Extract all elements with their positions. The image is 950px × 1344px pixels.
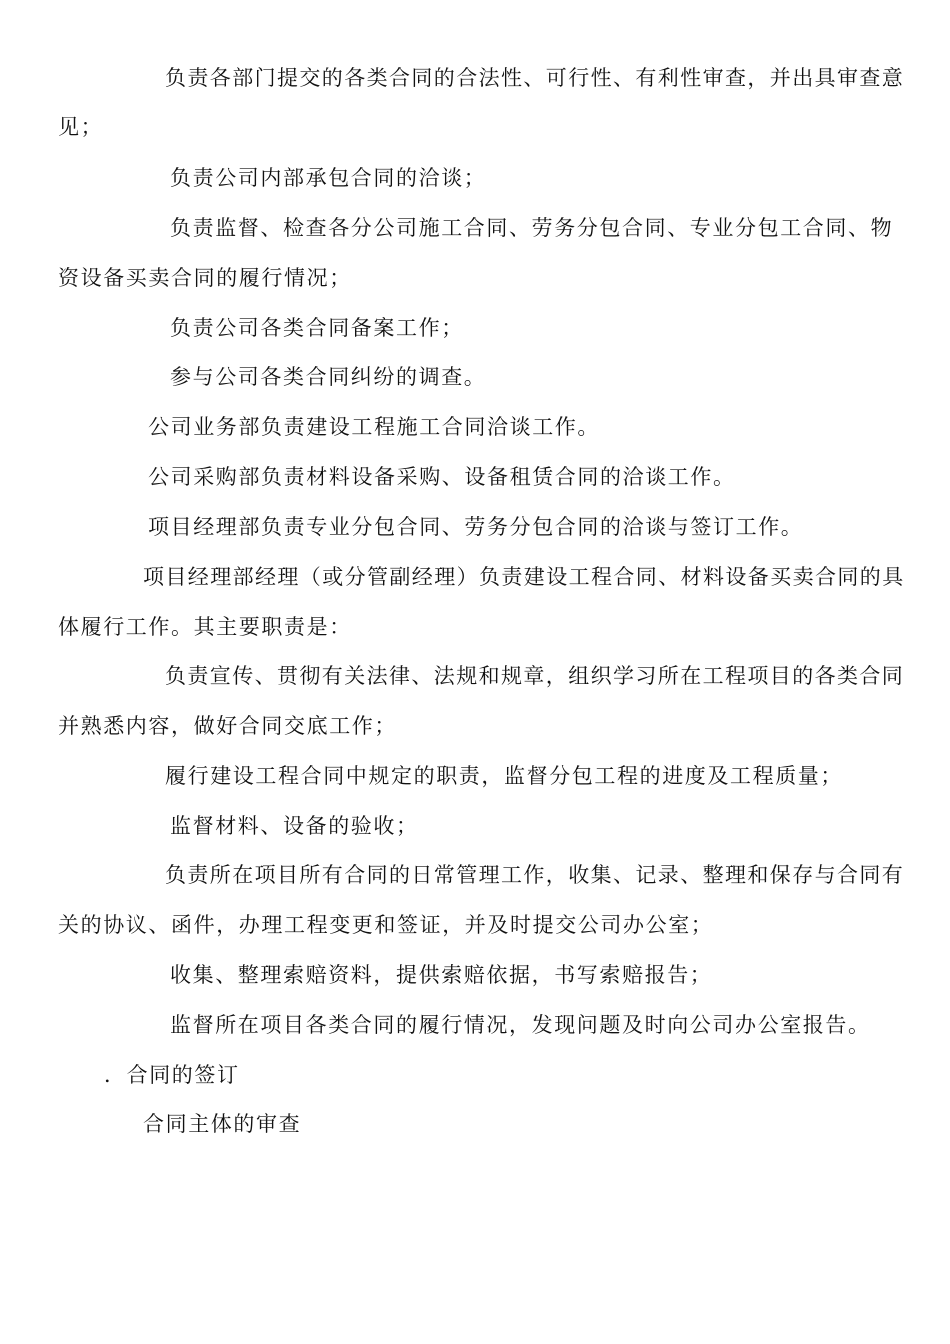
- paragraph-2: 负责公司内部承包合同的洽谈；: [170, 166, 487, 190]
- paragraph-9-line-2: 体履行工作。其主要职责是：: [58, 615, 352, 639]
- paragraph-13-line-1: 负责所在项目所有合同的日常管理工作，收集、记录、整理和保存与合同有: [165, 863, 905, 887]
- paragraph-12: 监督材料、设备的验收；: [170, 814, 419, 838]
- paragraph-11: 履行建设工程合同中规定的职责，监督分包工程的进度及工程质量；: [165, 764, 843, 788]
- paragraph-7: 公司采购部负责材料设备采购、设备租赁合同的洽谈工作。: [148, 465, 736, 489]
- subsection-heading: 合同主体的审查: [143, 1112, 302, 1136]
- paragraph-6: 公司业务部负责建设工程施工合同洽谈工作。: [148, 415, 600, 439]
- paragraph-3-line-2: 资设备买卖合同的履行情况；: [58, 266, 352, 290]
- paragraph-14: 收集、整理索赔资料，提供索赔依据，书写索赔报告；: [170, 963, 713, 987]
- paragraph-13-line-2: 关的协议、函件，办理工程变更和签证，并及时提交公司办公室；: [58, 913, 714, 937]
- paragraph-1-line-1: 负责各部门提交的各类合同的合法性、可行性、有利性审查，并出具审查意: [165, 66, 905, 90]
- paragraph-1-line-2: 见；: [58, 115, 104, 139]
- paragraph-15: 监督所在项目各类合同的履行情况，发现问题及时向公司办公室报告。: [170, 1013, 871, 1037]
- paragraph-3-line-1: 负责监督、检查各分公司施工合同、劳务分包合同、专业分包工合同、物: [170, 216, 894, 240]
- paragraph-10-line-1: 负责宣传、贯彻有关法律、法规和规章，组织学习所在工程项目的各类合同: [165, 664, 905, 688]
- paragraph-5: 参与公司各类合同纠纷的调查。: [170, 365, 487, 389]
- paragraph-10-line-2: 并熟悉内容，做好合同交底工作；: [58, 714, 397, 738]
- section-heading: ．合同的签订: [104, 1063, 240, 1087]
- paragraph-8: 项目经理部负责专业分包合同、劳务分包合同的洽谈与签订工作。: [148, 515, 804, 539]
- paragraph-4: 负责公司各类合同备案工作；: [170, 316, 464, 340]
- paragraph-9-line-1: 项目经理部经理（或分管副经理）负责建设工程合同、材料设备买卖合同的具: [143, 565, 905, 589]
